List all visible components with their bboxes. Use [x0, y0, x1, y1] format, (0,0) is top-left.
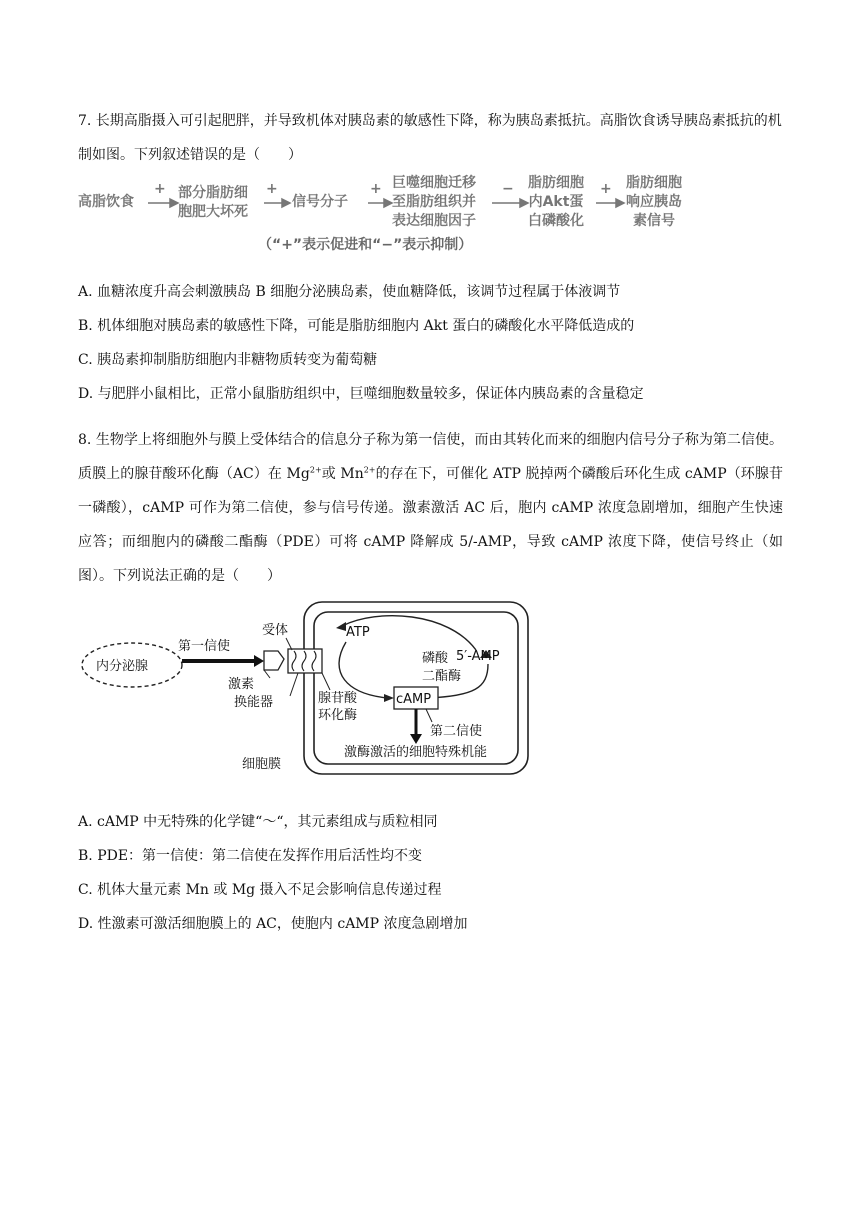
cycle-arrowhead-camp — [384, 694, 394, 702]
q8-option-c[interactable]: C. 机体大量元素 Mn 或 Mg 摄入不足会影响信息传递过程 — [78, 882, 442, 898]
flow-legend-note: （“+”表示促进和“−”表示抑制） — [258, 237, 473, 253]
flow-node-high-fat-diet: 高脂饮食 — [78, 194, 134, 210]
q7-option-d[interactable]: D. 与肥胖小鼠相比，正常小鼠脂肪组织中，巨噬细胞数量较多，保证体内胰岛素的含量稳定 — [78, 386, 644, 402]
q8-option-b[interactable]: B. PDE：第一信使：第二信使在发挥作用后活性均不变 — [78, 848, 423, 864]
label-kinase-function: 激酶激活的细胞特殊机能 — [344, 745, 488, 760]
flow-node-line: 表达细胞因子 — [392, 213, 476, 229]
q7-option-b[interactable]: B. 机体细胞对胰岛素的敏感性下降，可能是脂肪细胞内 Akt 蛋白的磷酸化水平降低造成的 — [78, 318, 635, 334]
flow-node-fat-cell-necrosis — [178, 184, 248, 222]
cycle-arrowhead-atp — [336, 622, 346, 631]
label-hormone: 激素 — [228, 677, 255, 692]
flow-plus-4: + — [600, 181, 612, 197]
ac-pointer — [322, 673, 330, 690]
q8-stem-part: 或 Mn — [321, 466, 364, 482]
label-first-messenger: 第一信使 — [178, 639, 231, 654]
flow-node-line: 胞肥大坏死 — [178, 204, 248, 220]
flow-plus-3: + — [370, 181, 382, 197]
q8-option-a[interactable]: A. cAMP 中无特殊的化学键“～“，其元素组成与质粒相同 — [78, 814, 438, 830]
flow-node-insulin-response — [626, 174, 682, 231]
q8-signalling-figure — [78, 598, 538, 788]
label-5amp: 5′-AMP — [456, 649, 500, 664]
label-receptor: 受体 — [262, 623, 289, 638]
flow-node-line: 内Akt蛋 — [528, 194, 584, 210]
q7-option-c[interactable]: C. 胰岛素抑制脂肪细胞内非糖物质转变为葡萄糖 — [78, 352, 378, 368]
label-transducer: 换能器 — [234, 695, 274, 710]
q7-mechanism-diagram — [78, 170, 718, 260]
flow-node-signal-molecule: 信号分子 — [292, 194, 348, 210]
label-ac-line2: 环化酶 — [318, 708, 358, 723]
flow-node-macrophage — [392, 174, 476, 231]
q8-stem — [78, 423, 783, 593]
flow-node-line: 素信号 — [633, 213, 675, 229]
q8-option-d[interactable]: D. 性激素可激活细胞膜上的 AC，使胞内 cAMP 浓度急剧增加 — [78, 916, 468, 932]
label-camp: cAMP — [396, 692, 432, 707]
label-second-messenger: 第二信使 — [430, 724, 483, 739]
flow-node-line: 脂肪细胞 — [528, 175, 584, 191]
hormone-pointer — [264, 670, 270, 678]
superscript: 2+ — [363, 465, 376, 475]
cycle-arc-left — [339, 642, 388, 698]
label-pde-line2: 二酯酶 — [422, 669, 462, 684]
label-pde-line1: 磷酸 — [422, 651, 449, 666]
q8-stem-part: 的存在下，可催化 ATP 脱掉两个磷酸后环化生成 cAMP（环腺苷一磷酸），cAMP 可作为第二信使，参与信号传递。激素激活 AC 后，胞内 cAMP 浓度急剧增加，细胞产生快速应答；而细胞内的磷酸二酯酶（PDE）可将 cAMP 降解成 5/-AMP，导致 cAMP 浓度下降，使信号终止（如图）。下列说法正确的是（ ） — [78, 466, 783, 584]
hormone-shape — [264, 651, 284, 670]
q7-stem: 7. 长期高脂摄入可引起肥胖，并导致机体对胰岛素的敏感性下降，称为胰岛素抵抗。高脂饮食诱导胰岛素抵抗的机制如图。下列叙述错误的是（ ） — [78, 113, 782, 163]
flow-node-line: 脂肪细胞 — [626, 175, 682, 191]
label-atp: ATP — [346, 625, 370, 640]
flow-node-line: 部分脂肪细 — [178, 185, 248, 201]
flow-plus-2: + — [266, 181, 278, 197]
flow-node-line: 巨噬细胞迁移 — [392, 175, 476, 191]
flow-node-line: 白磷酸化 — [528, 213, 584, 229]
flow-minus: − — [502, 181, 514, 197]
transducer-pointer — [290, 673, 298, 696]
receptor-pointer — [286, 638, 292, 650]
camp-down-arrowhead — [410, 734, 422, 744]
label-cell-membrane: 细胞膜 — [242, 757, 282, 772]
second-messenger-pointer — [426, 709, 432, 722]
q8-stem-part: 8. 生物学上将细胞外与膜上受体结合的信息分子称为第一信使，而由其转化而来的细胞内信号分子称为第二信使。质膜上的腺苷酸环化酶（AC）在 Mg — [78, 432, 783, 482]
q7-option-a[interactable]: A. 血糖浓度升高会刺激胰岛 B 细胞分泌胰岛素，使血糖降低，该调节过程属于体液调节 — [78, 284, 621, 300]
flow-node-akt — [528, 174, 584, 231]
label-ac-line1: 腺苷酸 — [318, 691, 358, 706]
flow-node-line: 至脂肪组织并 — [392, 194, 476, 210]
first-messenger-arrowhead — [254, 655, 264, 667]
signalling-diagram — [78, 598, 538, 788]
flow-plus-1: + — [154, 181, 166, 197]
superscript: 2+ — [309, 465, 322, 475]
label-endocrine-gland: 内分泌腺 — [96, 659, 149, 674]
flow-node-line: 响应胰岛 — [626, 194, 682, 210]
